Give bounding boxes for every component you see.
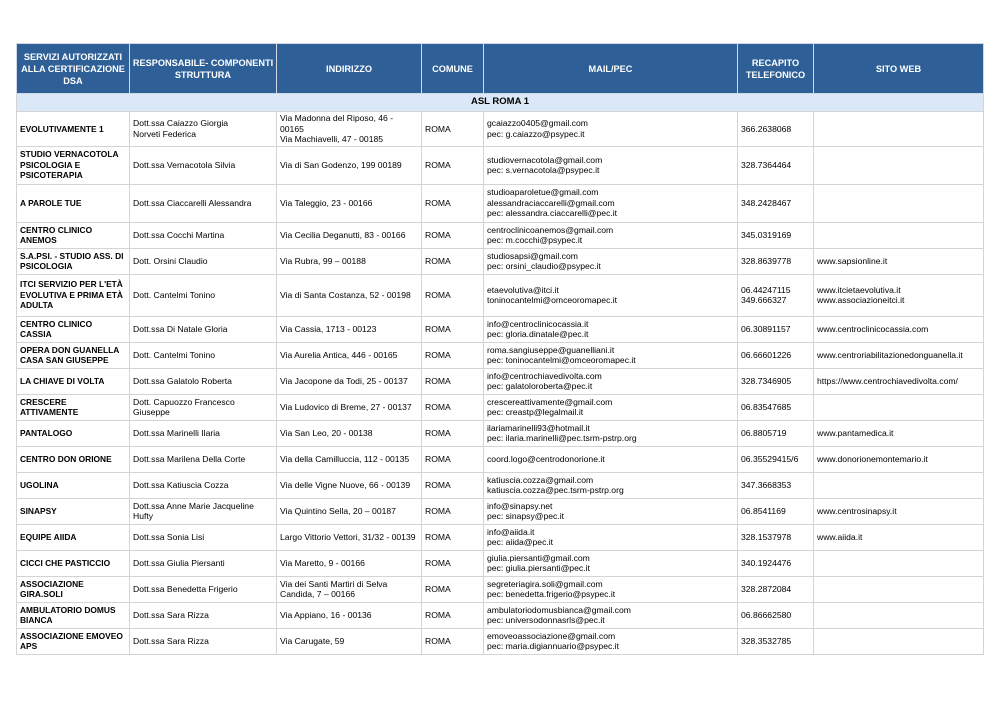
- mail-cell[interactable]: info@aiida.it pec: aiida@pec.it: [484, 524, 738, 550]
- col-header-recapito: RECAPITO TELEFONICO: [738, 44, 814, 94]
- mail-cell[interactable]: emoveoassociazione@gmail.com pec: maria.digiannuario@psypec.it: [484, 628, 738, 654]
- sito-web-cell[interactable]: [814, 550, 984, 576]
- table-row: [17, 394, 984, 420]
- comune-cell: ROMA: [422, 316, 484, 342]
- responsabile-cell: Dott. Cantelmi Tonino: [130, 274, 277, 316]
- recapito-cell: 06.66601226: [738, 342, 814, 368]
- mail-cell[interactable]: etaevolutiva@itci.it toninocantelmi@omceoromapec.it: [484, 274, 738, 316]
- mail-cell[interactable]: gcaiazzo0405@gmail.com pec: g.caiazzo@psypec.it: [484, 112, 738, 147]
- sito-web-cell[interactable]: www.pantamedica.it: [814, 420, 984, 446]
- name-cell: PANTALOGO: [17, 420, 130, 446]
- mail-cell[interactable]: info@centroclinicocassia.it pec: gloria.dinatale@pec.it: [484, 316, 738, 342]
- table-row: [17, 368, 984, 394]
- recapito-cell: 06.83547685: [738, 394, 814, 420]
- responsabile-cell: Dott.ssa Benedetta Frigerio: [130, 576, 277, 602]
- name-cell: LA CHIAVE DI VOLTA: [17, 368, 130, 394]
- sito-web-cell[interactable]: www.aiida.it: [814, 524, 984, 550]
- indirizzo-cell: Via Aurelia Antica, 446 - 00165: [277, 342, 422, 368]
- indirizzo-cell: Via Maretto, 9 - 00166: [277, 550, 422, 576]
- indirizzo-cell: Via Jacopone da Todi, 25 - 00137: [277, 368, 422, 394]
- name-cell: AMBULATORIO DOMUS BIANCA: [17, 602, 130, 628]
- col-header-mail: MAIL/PEC: [484, 44, 738, 94]
- name-cell: A PAROLE TUE: [17, 184, 130, 222]
- responsabile-cell: Dott.ssa Giulia Piersanti: [130, 550, 277, 576]
- comune-cell: ROMA: [422, 498, 484, 524]
- recapito-cell: 06.8541169: [738, 498, 814, 524]
- name-cell: UGOLINA: [17, 472, 130, 498]
- name-cell: CRESCERE ATTIVAMENTE: [17, 394, 130, 420]
- name-cell: STUDIO VERNACOTOLA PSICOLOGIA E PSICOTERAPIA: [17, 146, 130, 184]
- comune-cell: ROMA: [422, 628, 484, 654]
- table-row: [17, 222, 984, 248]
- recapito-cell: 328.3532785: [738, 628, 814, 654]
- table-row: [17, 498, 984, 524]
- name-cell: S.A.PSI. - STUDIO ASS. DI PSICOLOGIA: [17, 248, 130, 274]
- indirizzo-cell: Via San Leo, 20 - 00138: [277, 420, 422, 446]
- name-cell: CENTRO CLINICO ANEMOS: [17, 222, 130, 248]
- mail-cell[interactable]: ambulatoriodomusbianca@gmail.com pec: universodonnasrls@pec.it: [484, 602, 738, 628]
- table-row: [17, 146, 984, 184]
- recapito-cell: 06.86662580: [738, 602, 814, 628]
- sito-web-cell[interactable]: www.itcietaevolutiva.it www.associazioneitci.it: [814, 274, 984, 316]
- responsabile-cell: Dott. Orsini Claudio: [130, 248, 277, 274]
- sito-web-cell[interactable]: [814, 184, 984, 222]
- responsabile-cell: Dott.ssa Cocchi Martina: [130, 222, 277, 248]
- table-row: [17, 602, 984, 628]
- responsabile-cell: Dott.ssa Marinelli Ilaria: [130, 420, 277, 446]
- col-header-comune: COMUNE: [422, 44, 484, 94]
- indirizzo-cell: Via Appiano, 16 - 00136: [277, 602, 422, 628]
- mail-cell[interactable]: ilariamarinelli93@hotmail.it pec: ilaria.marinelli@pec.tsrm-pstrp.org: [484, 420, 738, 446]
- mail-cell[interactable]: segreteriagira.soli@gmail.com pec: benedetta.frigerio@psypec.it: [484, 576, 738, 602]
- table-row: [17, 342, 984, 368]
- sito-web-cell[interactable]: [814, 222, 984, 248]
- sito-web-cell[interactable]: [814, 628, 984, 654]
- name-cell: CENTRO CLINICO CASSIA: [17, 316, 130, 342]
- recapito-cell: 06.30891157: [738, 316, 814, 342]
- comune-cell: ROMA: [422, 274, 484, 316]
- indirizzo-cell: Via Taleggio, 23 - 00166: [277, 184, 422, 222]
- comune-cell: ROMA: [422, 602, 484, 628]
- comune-cell: ROMA: [422, 524, 484, 550]
- mail-cell[interactable]: coord.logo@centrodonorione.it: [484, 446, 738, 472]
- comune-cell: ROMA: [422, 368, 484, 394]
- indirizzo-cell: Via di San Godenzo, 199 00189: [277, 146, 422, 184]
- responsabile-cell: Dott. Capuozzo Francesco Giuseppe: [130, 394, 277, 420]
- mail-cell[interactable]: info@centrochiavedivolta.com pec: galatoloroberta@pec.it: [484, 368, 738, 394]
- recapito-cell: 340.1924476: [738, 550, 814, 576]
- table-row: [17, 576, 984, 602]
- name-cell: ITCI SERVIZIO PER L'ETÀ EVOLUTIVA E PRIMA ETÀ ADULTA: [17, 274, 130, 316]
- mail-cell[interactable]: roma.sangiuseppe@guanelliani.it pec: toninocantelmi@omceoromapec.it: [484, 342, 738, 368]
- indirizzo-cell: Via Quintino Sella, 20 – 00187: [277, 498, 422, 524]
- comune-cell: ROMA: [422, 472, 484, 498]
- recapito-cell: 366.2638068: [738, 112, 814, 147]
- responsabile-cell: Dott.ssa Vernacotola Silvia: [130, 146, 277, 184]
- table-row: [17, 472, 984, 498]
- col-header-responsabile: RESPONSABILE- COMPONENTI STRUTTURA: [130, 44, 277, 94]
- indirizzo-cell: Via di Santa Costanza, 52 - 00198: [277, 274, 422, 316]
- recapito-cell: 06.44247115 349.666327: [738, 274, 814, 316]
- sito-web-cell[interactable]: www.centrosinapsy.it: [814, 498, 984, 524]
- indirizzo-cell: Via Rubra, 99 – 00188: [277, 248, 422, 274]
- dsa-services-sheet: [16, 43, 983, 655]
- col-header-sito: SITO WEB: [814, 44, 984, 94]
- responsabile-cell: Dott. Cantelmi Tonino: [130, 342, 277, 368]
- comune-cell: ROMA: [422, 446, 484, 472]
- comune-cell: ROMA: [422, 342, 484, 368]
- indirizzo-cell: Via Ludovico di Breme, 27 - 00137: [277, 394, 422, 420]
- mail-cell[interactable]: info@sinapsy.net pec: sinapsy@pec.it: [484, 498, 738, 524]
- mail-cell[interactable]: giulia.piersanti@gmail.com pec: giulia.piersanti@pec.it: [484, 550, 738, 576]
- table-row: [17, 274, 984, 316]
- responsabile-cell: Dott.ssa Sara Rizza: [130, 602, 277, 628]
- col-header-indirizzo: INDIRIZZO: [277, 44, 422, 94]
- table-row: [17, 524, 984, 550]
- comune-cell: ROMA: [422, 576, 484, 602]
- comune-cell: ROMA: [422, 420, 484, 446]
- sito-web-cell[interactable]: [814, 576, 984, 602]
- name-cell: EQUIPE AIIDA: [17, 524, 130, 550]
- table-row: [17, 184, 984, 222]
- recapito-cell: 328.7364464: [738, 146, 814, 184]
- sito-web-cell[interactable]: [814, 112, 984, 147]
- comune-cell: ROMA: [422, 146, 484, 184]
- name-cell: CICCI CHE PASTICCIO: [17, 550, 130, 576]
- sito-web-cell[interactable]: www.centroriabilitazionedonguanella.it: [814, 342, 984, 368]
- table-row: [17, 420, 984, 446]
- sito-web-cell[interactable]: https://www.centrochiavedivolta.com/: [814, 368, 984, 394]
- sito-web-cell[interactable]: [814, 146, 984, 184]
- responsabile-cell: Dott.ssa Anne Marie Jacqueline Hufty: [130, 498, 277, 524]
- table-row: [17, 550, 984, 576]
- mail-cell[interactable]: studiovernacotola@gmail.com pec: s.vernacotola@psypec.it: [484, 146, 738, 184]
- indirizzo-cell: Via Carugate, 59: [277, 628, 422, 654]
- indirizzo-cell: Largo Vittorio Vettori, 31/32 - 00139: [277, 524, 422, 550]
- responsabile-cell: Dott.ssa Di Natale Gloria: [130, 316, 277, 342]
- group-label: ASL ROMA 1: [17, 94, 984, 112]
- sito-web-cell[interactable]: [814, 472, 984, 498]
- recapito-cell: 06.8805719: [738, 420, 814, 446]
- mail-cell[interactable]: studiosapsi@gmail.com pec: orsini_claudio@psypec.it: [484, 248, 738, 274]
- recapito-cell: 06.35529415/6: [738, 446, 814, 472]
- indirizzo-cell: Via Cecilia Deganutti, 83 - 00166: [277, 222, 422, 248]
- name-cell: ASSOCIAZIONE EMOVEO APS: [17, 628, 130, 654]
- comune-cell: ROMA: [422, 394, 484, 420]
- recapito-cell: 347.3668353: [738, 472, 814, 498]
- comune-cell: ROMA: [422, 222, 484, 248]
- responsabile-cell: Dott.ssa Katiuscia Cozza: [130, 472, 277, 498]
- responsabile-cell: Dott.ssa Galatolo Roberta: [130, 368, 277, 394]
- table-row: [17, 446, 984, 472]
- recapito-cell: 328.2872084: [738, 576, 814, 602]
- name-cell: ASSOCIAZIONE GIRA.SOLI: [17, 576, 130, 602]
- sito-web-cell[interactable]: www.donorionemontemario.it: [814, 446, 984, 472]
- name-cell: CENTRO DON ORIONE: [17, 446, 130, 472]
- sito-web-cell[interactable]: www.centroclinicocassia.com: [814, 316, 984, 342]
- indirizzo-cell: Via Cassia, 1713 - 00123: [277, 316, 422, 342]
- indirizzo-cell: Via della Camilluccia, 112 - 00135: [277, 446, 422, 472]
- name-cell: OPERA DON GUANELLA CASA SAN GIUSEPPE: [17, 342, 130, 368]
- responsabile-cell: Dott.ssa Caiazzo Giorgia Norveti Federica: [130, 112, 277, 147]
- comune-cell: ROMA: [422, 184, 484, 222]
- recapito-cell: 328.1537978: [738, 524, 814, 550]
- recapito-cell: 328.7346905: [738, 368, 814, 394]
- table-row: [17, 112, 984, 147]
- comune-cell: ROMA: [422, 248, 484, 274]
- mail-cell[interactable]: crescereattivamente@gmail.com pec: creastp@legalmail.it: [484, 394, 738, 420]
- group-row: [17, 94, 984, 112]
- table-row: [17, 628, 984, 654]
- comune-cell: ROMA: [422, 550, 484, 576]
- responsabile-cell: Dott.ssa Ciaccarelli Alessandra: [130, 184, 277, 222]
- sito-web-cell[interactable]: www.sapsionline.it: [814, 248, 984, 274]
- services-table: [16, 43, 984, 655]
- mail-cell[interactable]: centroclinicoanemos@gmail.com pec: m.cocchi@psypec.it: [484, 222, 738, 248]
- col-header-servizi: SERVIZI AUTORIZZATI ALLA CERTIFICAZIONE DSA: [17, 44, 130, 94]
- sito-web-cell[interactable]: [814, 394, 984, 420]
- recapito-cell: 345.0319169: [738, 222, 814, 248]
- name-cell: SINAPSY: [17, 498, 130, 524]
- indirizzo-cell: Via delle Vigne Nuove, 66 - 00139: [277, 472, 422, 498]
- name-cell: EVOLUTIVAMENTE 1: [17, 112, 130, 147]
- sito-web-cell[interactable]: [814, 602, 984, 628]
- table-row: [17, 316, 984, 342]
- mail-cell[interactable]: studioaparoletue@gmail.com alessandraciaccarelli@gmail.com pec: alessandra.ciaccarelli@pec.it: [484, 184, 738, 222]
- indirizzo-cell: Via Madonna del Riposo, 46 - 00165 Via Machiavelli, 47 - 00185: [277, 112, 422, 147]
- table-row: [17, 248, 984, 274]
- indirizzo-cell: Via dei Santi Martiri di Selva Candida, 7 – 00166: [277, 576, 422, 602]
- mail-cell[interactable]: katiuscia.cozza@gmail.com katiuscia.cozza@pec.tsrm-pstrp.org: [484, 472, 738, 498]
- responsabile-cell: Dott.ssa Sonia Lisi: [130, 524, 277, 550]
- header-row: [17, 44, 984, 94]
- comune-cell: ROMA: [422, 112, 484, 147]
- recapito-cell: 348.2428467: [738, 184, 814, 222]
- responsabile-cell: Dott.ssa Sara Rizza: [130, 628, 277, 654]
- responsabile-cell: Dott.ssa Marilena Della Corte: [130, 446, 277, 472]
- recapito-cell: 328.8639778: [738, 248, 814, 274]
